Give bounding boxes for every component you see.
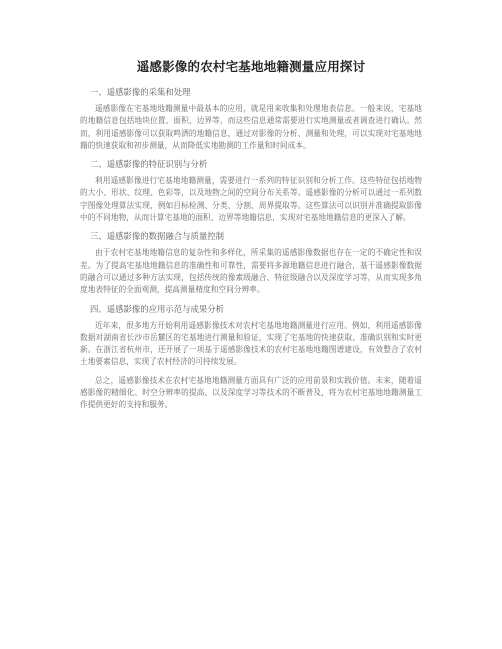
conclusion-paragraph: 总之，遥感影像技术在农村宅基地地籍测量方面具有广泛的应用前景和实践价值。未来，随着遥感影像的精细化、时空分辨率的提高、以及深度学习等技术的不断普及，将为农村宅基地地籍测量工作提供更好的支持和服务。 xyxy=(80,375,422,410)
section-paragraph-2: 利用遥感影像进行宅基地地籍测量，需要进行一系列的特征识别和分析工作。这些特征包括地物的大小、形状、纹理、色彩等，以及地物之间的空间分布关系等。遥感影像的分析可以通过一系列数字图像处理算法实现，例如目标检测、分类、分割、周界提取等。这些算法可以识别并准确提取影像中的不同地物，从而计算宅基地的面积、边界等地籍信息，实现对宅基地地籍信息的更深入了解。 xyxy=(80,176,422,223)
section-paragraph-4: 近年来，很多地方开始利用遥感影像技术对农村宅基地地籍测量进行应用。例如，利用遥感影像数据对湖南省长沙市岳麓区的宅基地进行测量和验证，实现了宅基地的快速获取、准确识别和实时更新。在浙江省杭州市，还开展了一项基于遥感影像技术的农村宅基地地籍图谱建设，有效整合了农村土地要素信息，实现了农村经济的可持续发展。 xyxy=(80,320,422,367)
section-paragraph-3: 由于农村宅基地地籍信息的复杂性和多样化，所采集的遥感影像数据也存在一定的不确定性和误差。为了提高宅基地地籍信息的准确性和可靠性，需要将多源地籍信息进行融合，基于遥感影像数据的融合可以通过多种方法实现，包括传统的像素级融合、特征级融合以及深度学习等，从而实现多角度地表特征的全面观测，提高测量精度和空间分辨率。 xyxy=(80,248,422,295)
section-paragraph-1: 遥感影像在宅基地地籍测量中最基本的应用，就是用来收集和处理地表信息。一般来说，宅基地的地籍信息包括地块位置、面积、边界等，而这些信息通常需要进行实地测量或者调查进行确认。然而，利用遥感影像可以获取鸣洒的地籍信息，通过对影像的分析、测量和处理，可以实现对宅基地地籍的快速获取和初步测量，从而降低实地勘测的工作量和时间成本。 xyxy=(80,104,422,150)
document-body xyxy=(80,86,422,418)
section-heading-2: 二、遥感影像的特征识别与分析 xyxy=(90,159,208,170)
section-heading-4: 四、遥感影像的应用示范与成果分析 xyxy=(90,303,224,314)
section-heading-3: 三、遥感影像的数据融合与质量控制 xyxy=(90,231,224,242)
section-heading-1: 一、遥感影像的采集和处理 xyxy=(90,87,191,97)
document-title: 遥感影像的农村宅基地地籍测量应用探讨 xyxy=(136,59,366,74)
